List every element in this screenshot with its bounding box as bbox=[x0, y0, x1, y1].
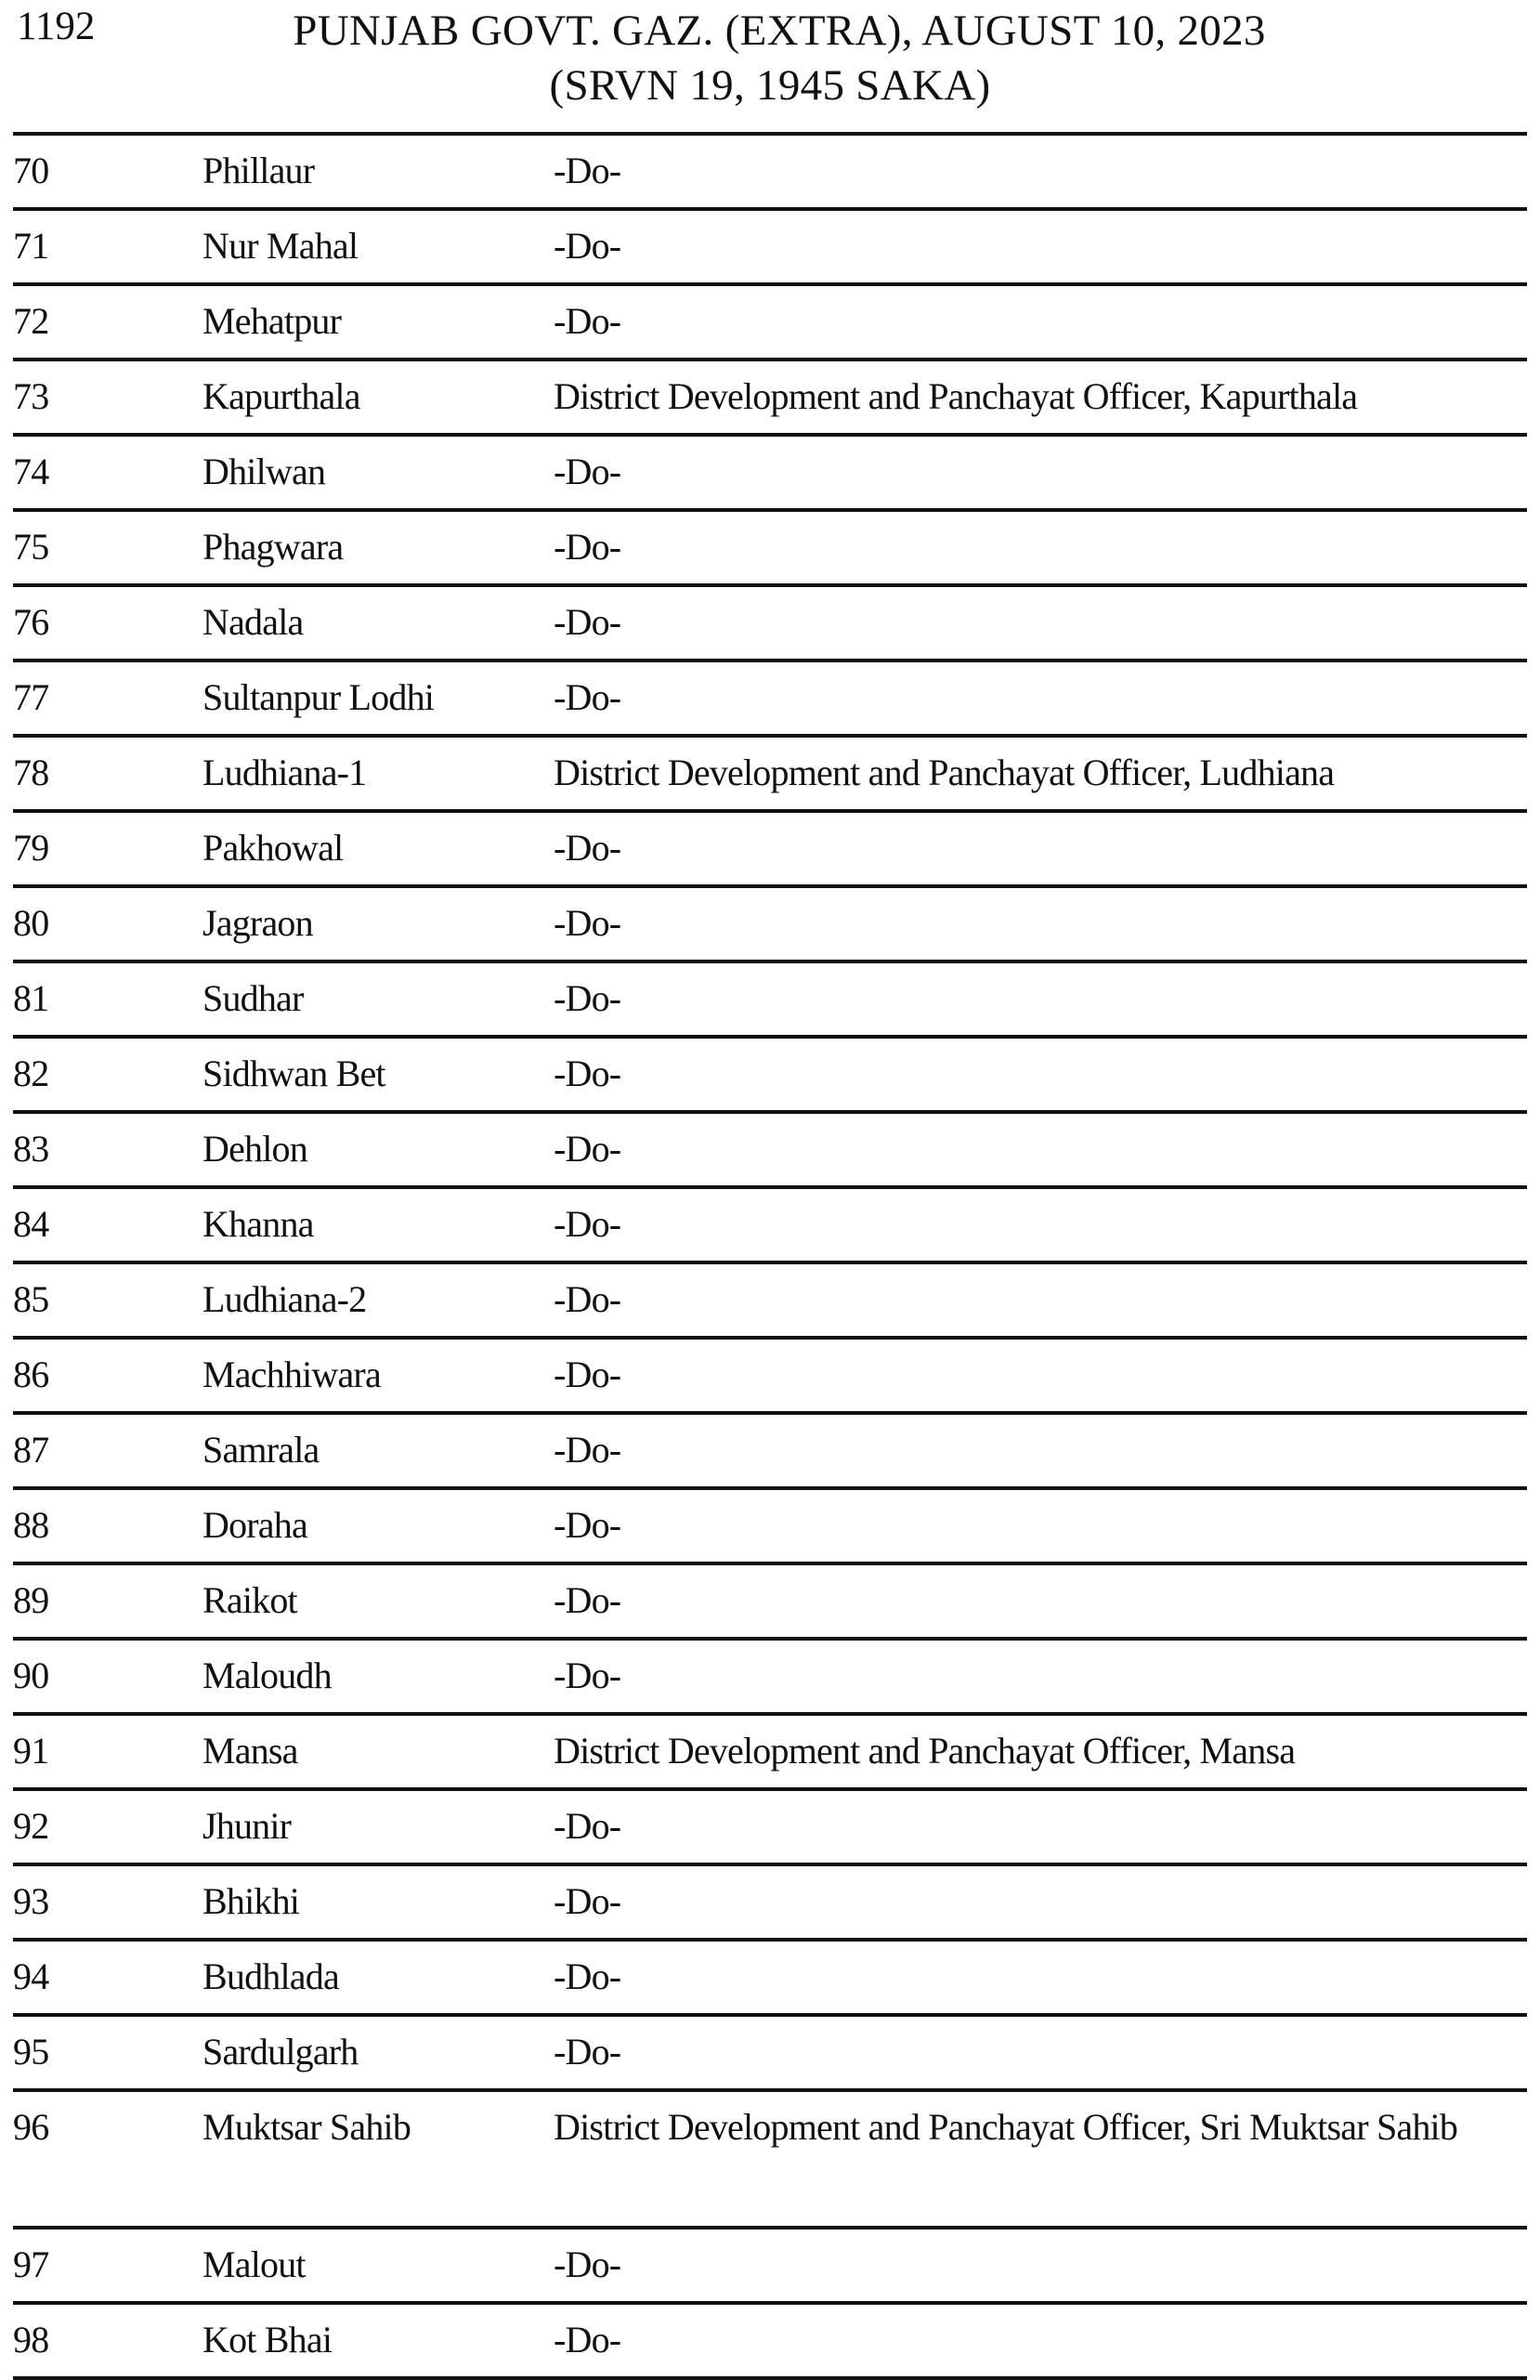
authority-name: -Do- bbox=[554, 1203, 621, 1245]
serial-number: 95 bbox=[13, 2031, 49, 2073]
table-row bbox=[13, 136, 1527, 211]
authority-name: -Do- bbox=[554, 526, 621, 568]
authority-name: District Development and Panchayat Officer, Ludhiana bbox=[554, 752, 1335, 793]
authority-name: -Do- bbox=[554, 1278, 621, 1320]
table-row bbox=[13, 1264, 1527, 1340]
serial-number: 97 bbox=[13, 2243, 49, 2285]
block-name: Machhiwara bbox=[202, 1353, 381, 1395]
authority-name: -Do- bbox=[554, 1955, 621, 1997]
table-row bbox=[13, 738, 1527, 813]
page-number: 1192 bbox=[17, 5, 96, 48]
table-row bbox=[13, 1114, 1527, 1189]
serial-number: 73 bbox=[13, 375, 49, 417]
serial-number: 96 bbox=[13, 2106, 49, 2148]
serial-number: 92 bbox=[13, 1805, 49, 1847]
block-name: Mehatpur bbox=[202, 300, 342, 342]
serial-number: 75 bbox=[13, 526, 49, 568]
block-name: Nur Mahal bbox=[202, 225, 359, 267]
authority-name: -Do- bbox=[554, 1429, 621, 1471]
block-name: Phagwara bbox=[202, 526, 344, 568]
authority-name: District Development and Panchayat Officer, Mansa bbox=[554, 1730, 1296, 1772]
block-name: Sidhwan Bet bbox=[202, 1053, 385, 1094]
authority-name: -Do- bbox=[554, 2319, 621, 2360]
serial-number: 78 bbox=[13, 752, 49, 793]
serial-number: 90 bbox=[13, 1654, 49, 1696]
authority-name: -Do- bbox=[554, 1128, 621, 1170]
block-name: Maloudh bbox=[202, 1654, 332, 1696]
table-row bbox=[13, 963, 1527, 1039]
table-row bbox=[13, 512, 1527, 587]
table-row bbox=[13, 286, 1527, 361]
serial-number: 84 bbox=[13, 1203, 49, 1245]
block-name: Sardulgarh bbox=[202, 2031, 359, 2073]
serial-number: 71 bbox=[13, 225, 49, 267]
block-name: Malout bbox=[202, 2243, 306, 2285]
serial-number: 79 bbox=[13, 827, 49, 869]
serial-number: 93 bbox=[13, 1880, 49, 1922]
block-name: Samrala bbox=[202, 1429, 320, 1471]
block-name: Mansa bbox=[202, 1730, 298, 1772]
serial-number: 80 bbox=[13, 902, 49, 944]
authority-name: -Do- bbox=[554, 2031, 621, 2073]
table-row bbox=[13, 587, 1527, 662]
block-name: Sultanpur Lodhi bbox=[202, 676, 435, 718]
block-name: Muktsar Sahib bbox=[202, 2106, 411, 2148]
table-row bbox=[13, 211, 1527, 286]
table-row bbox=[13, 1039, 1527, 1114]
table-row bbox=[13, 1866, 1527, 1942]
authority-name: District Development and Panchayat Officer, Kapurthala bbox=[554, 375, 1358, 417]
authority-name: -Do- bbox=[554, 300, 621, 342]
table-row bbox=[13, 1189, 1527, 1264]
block-authority-table bbox=[13, 136, 1527, 2380]
table-row bbox=[13, 813, 1527, 888]
table-row bbox=[13, 1942, 1527, 2017]
serial-number: 83 bbox=[13, 1128, 49, 1170]
authority-name: -Do- bbox=[554, 1353, 621, 1395]
table-row bbox=[13, 1490, 1527, 1565]
table-row bbox=[13, 2092, 1527, 2230]
block-name: Dehlon bbox=[202, 1128, 307, 1170]
authority-name: -Do- bbox=[554, 601, 621, 643]
table-row bbox=[13, 1415, 1527, 1490]
gazette-date-saka: (SRVN 19, 1945 SAKA) bbox=[549, 61, 991, 110]
gazette-header bbox=[0, 4, 1540, 113]
table-row bbox=[13, 1340, 1527, 1415]
table-row bbox=[13, 662, 1527, 738]
serial-number: 85 bbox=[13, 1278, 49, 1320]
authority-name: -Do- bbox=[554, 451, 621, 492]
table-row bbox=[13, 1791, 1527, 1866]
block-name: Doraha bbox=[202, 1504, 307, 1546]
serial-number: 70 bbox=[13, 150, 49, 191]
block-name: Ludhiana-2 bbox=[202, 1278, 367, 1320]
authority-name: -Do- bbox=[554, 1579, 621, 1621]
authority-name: -Do- bbox=[554, 902, 621, 944]
authority-name: -Do- bbox=[554, 1053, 621, 1094]
authority-name: -Do- bbox=[554, 225, 621, 267]
serial-number: 87 bbox=[13, 1429, 49, 1471]
authority-name: -Do- bbox=[554, 1504, 621, 1546]
authority-name: -Do- bbox=[554, 676, 621, 718]
serial-number: 77 bbox=[13, 676, 49, 718]
table-row bbox=[13, 361, 1527, 437]
block-name: Dhilwan bbox=[202, 451, 326, 492]
serial-number: 91 bbox=[13, 1730, 49, 1772]
serial-number: 74 bbox=[13, 451, 49, 492]
block-name: Jhunir bbox=[202, 1805, 292, 1847]
serial-number: 98 bbox=[13, 2319, 49, 2360]
table-row bbox=[13, 1716, 1527, 1791]
block-name: Sudhar bbox=[202, 977, 304, 1019]
table-row bbox=[13, 888, 1527, 963]
authority-name: -Do- bbox=[554, 2243, 621, 2285]
authority-name: -Do- bbox=[554, 150, 621, 191]
block-name: Nadala bbox=[202, 601, 304, 643]
table-row bbox=[13, 437, 1527, 512]
table-row bbox=[13, 2305, 1527, 2380]
authority-name: -Do- bbox=[554, 977, 621, 1019]
authority-name: -Do- bbox=[554, 1805, 621, 1847]
block-name: Bhikhi bbox=[202, 1880, 300, 1922]
table-row bbox=[13, 1565, 1527, 1641]
block-name: Kot Bhai bbox=[202, 2319, 333, 2360]
authority-name: -Do- bbox=[554, 1880, 621, 1922]
serial-number: 82 bbox=[13, 1053, 49, 1094]
block-name: Phillaur bbox=[202, 150, 315, 191]
serial-number: 88 bbox=[13, 1504, 49, 1546]
authority-name: -Do- bbox=[554, 827, 621, 869]
block-name: Budhlada bbox=[202, 1955, 339, 1997]
table-row bbox=[13, 2017, 1527, 2092]
serial-number: 81 bbox=[13, 977, 49, 1019]
serial-number: 89 bbox=[13, 1579, 49, 1621]
block-name: Pakhowal bbox=[202, 827, 344, 869]
block-name: Ludhiana-1 bbox=[202, 752, 367, 793]
authority-name: District Development and Panchayat Officer, Sri Muktsar Sahib bbox=[554, 2106, 1458, 2148]
block-name: Raikot bbox=[202, 1579, 297, 1621]
serial-number: 72 bbox=[13, 300, 49, 342]
block-name: Kapurthala bbox=[202, 375, 360, 417]
table-row bbox=[13, 2230, 1527, 2305]
serial-number: 76 bbox=[13, 601, 49, 643]
gazette-title: PUNJAB GOVT. GAZ. (EXTRA), AUGUST 10, 2023 bbox=[293, 7, 1266, 55]
authority-name: -Do- bbox=[554, 1654, 621, 1696]
block-name: Khanna bbox=[202, 1203, 314, 1245]
serial-number: 86 bbox=[13, 1353, 49, 1395]
table-row bbox=[13, 1641, 1527, 1716]
serial-number: 94 bbox=[13, 1955, 49, 1997]
block-name: Jagraon bbox=[202, 902, 313, 944]
